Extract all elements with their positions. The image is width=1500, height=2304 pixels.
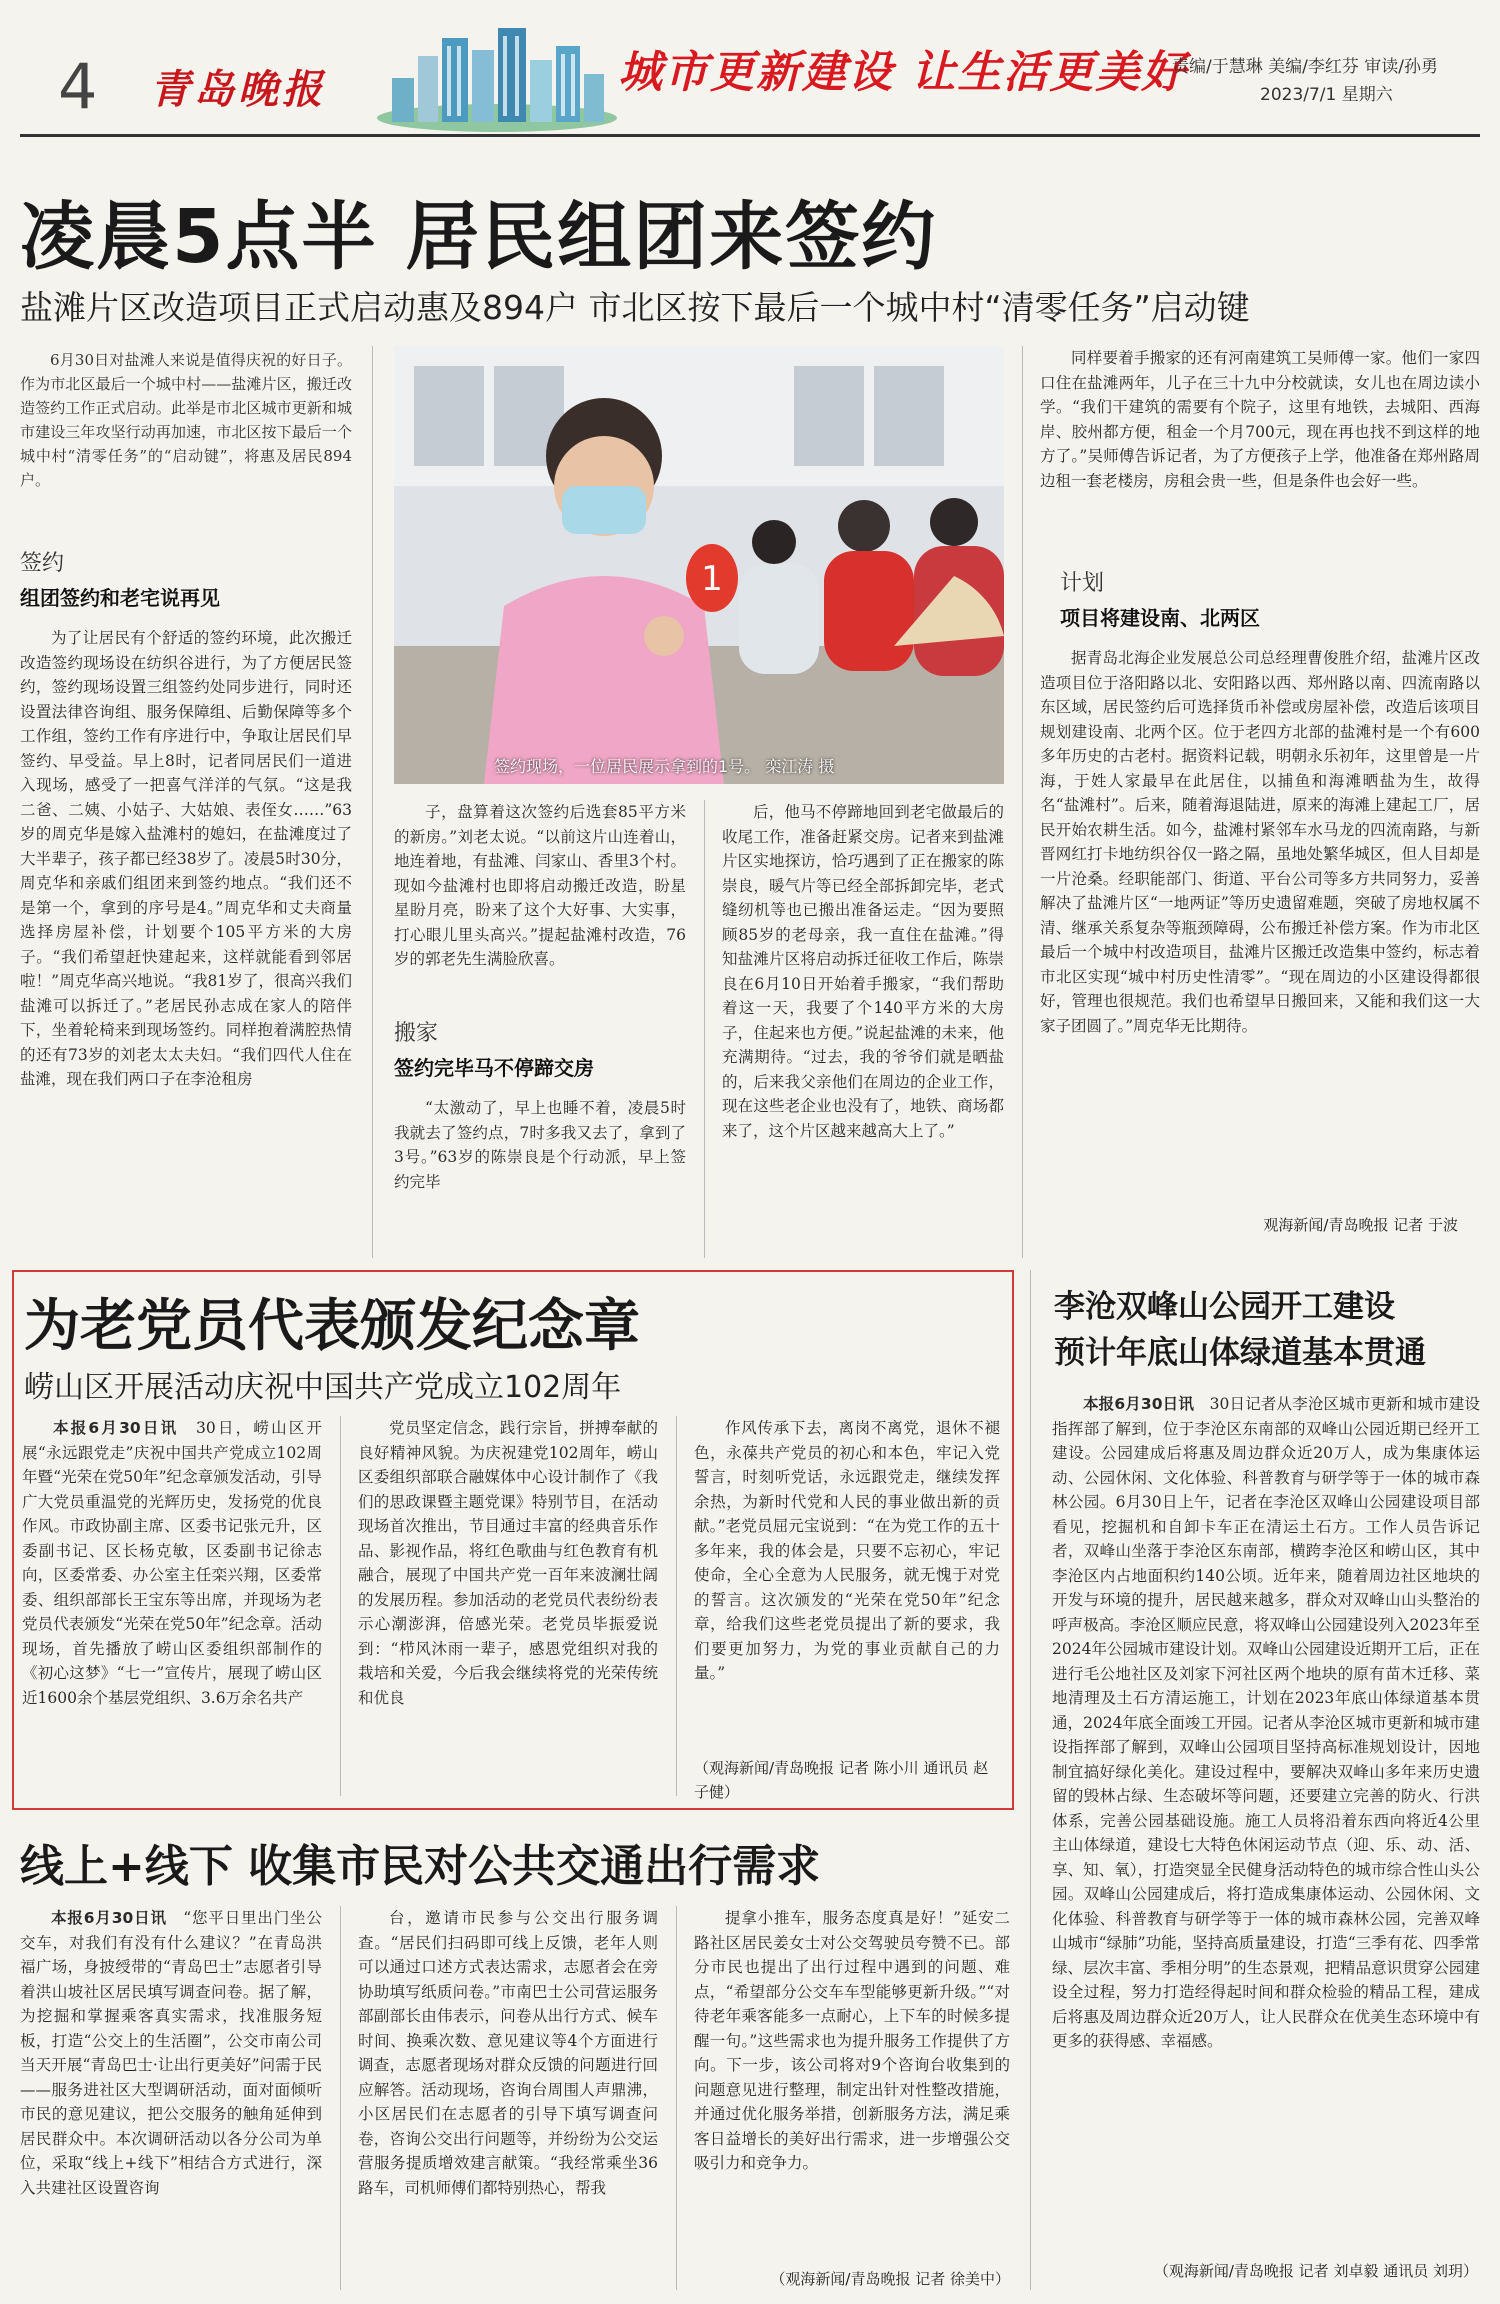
photo-caption: 签约现场，一位居民展示拿到的1号。 栾江涛 摄 [494,757,835,776]
party-col3-text: 作风传承下去，离岗不离党，退休不褪色，永葆共产党员的初心和本色，牢记入党誓言，时刻听党话，永远跟党走，继续发挥余热，为新时代党和人民的事业做出新的贡献。”老党员屈元宝说到：“在为党工作的五十多年来，我的体会是，只要不忘初心，牢记使命，全心全意为人民服务，就无愧于对党的誓言。这次颁发的“光荣在党50年”纪念章，给我们这些老党员提出了新的要求，我们要更加努力，为党的事业贡献自己的力量。” [694,1419,1000,1682]
bus-col1-text [20,1906,322,2200]
bus-column-2 [358,1906,658,2294]
party-col2-text: 党员坚定信念，践行宗旨，拼搏奉献的良好精神风貌。为庆祝建党102周年，崂山区委组织部联合融媒体中心设计制作了《我们的思政课暨主题党课》特别节目，在活动现场首次推出，节目通过丰富的经典音乐作品、影视作品，将红色歌曲与红色教育有机融合，展现了中国共产党一百年来波澜壮阔的发展历程。参加活动的老党员代表纷纷表示心潮澎湃，倍感光荣。老党员毕振爱说到：“栉风沐雨一辈子，感恩党组织对我的栽培和关爱，今后我会继续将党的光荣传统和优良 [358,1419,658,1707]
party-column-1 [22,1416,322,1802]
park-headline-2: 预计年底山体绿道基本贯通 [1054,1335,1426,1371]
lead-subheadline: 盐滩片区改造项目正式启动惠及894户 市北区按下最后一个城中村“清零任务”启动键 [20,288,1250,327]
section-label-plan: 计划 [1060,571,1105,596]
lead-col2-text: 子，盘算着这次签约后选套85平方米的新房。”刘老太说。“以前这片山连着山，地连着地，有盐滩、闫家山、香里3个村。现如今盐滩村也即将启动搬迁改造，盼星星盼月亮，盼来了这个大好事、大实事，打心眼儿里头高兴。”提起盐滩村改造，76岁的郭老先生满脸欣喜。 [394,803,686,968]
lede-paragraph: 6月30日对盐滩人来说是值得庆祝的好日子。作为市北区最后一个城中村——盐滩片区，搬迁改造签约工作正式启动。此举是市北区城市更新和城市建设三年攻坚行动再加速，市北区按下最后一个城中村“清零任务”的“启动键”，将惠及居民894户。 [20,351,352,489]
bus-byline: （观海新闻/青岛晚报 记者 徐美中） [770,2270,1010,2288]
bus-col3-text: 提拿小推车，服务态度真是好！”延安二路社区居民姜女士对公交驾驶员夸赞不已。部分市民也提出了出行过程中遇到的问题、难点，“希望部分公交车车型能够更新升级。”“对待老年乘客能多一点耐心，上下车的时候多提醒一句。”这些需求也为提升服务工作提供了方向。下一步，该公司将对9个咨询台收集到的问题意见进行整理，制定出针对性整改措施，并通过优化服务举措，创新服务方法，满足乘客日益增长的美好出行需求，进一步增强公交吸引力和竞争力。 [694,1909,1010,2172]
bus-column-1 [20,1906,322,2294]
column-divider [676,1906,677,2290]
park-body: 30日记者从李沧区城市更新和城市建设指挥部了解到，位于李沧区东南部的双峰山公园近期已经开工建设。公园建成后将惠及周边群众近20万人，成为集康体运动、公园休闲、文化体验、科普教育与研学等于一体的城市森林公园。6月30日上午，记者在李沧区双峰山公园建设项目部看见，挖掘机和自卸卡车正在清运土石方。工作人员告诉记者，双峰山坐落于李沧区东南部，横跨李沧区和崂山区，其中李沧区内占地面积约140公顷。近年来，随着周边社区地块的开发与环境的提升，居民越来越多，群众对双峰山山头整治的呼声极高。李沧区顺应民意，将双峰山公园建设列入2023年至2024年公园城市建设计划。双峰山公园建设近期开工后，正在进行毛公地社区及刘家下河社区两个地块的原有苗木迁移、菜地清理及土石方清运施工，计划在2023年底山体绿道基本贯通，2024年底全面竣工开园。记者从李沧区城市更新和城市建设指挥部了解到，双峰山公园项目坚持高标准规划设计，因地制宜搞好绿化美化。建设过程中，要解决双峰山多年来历史遗留的毁林占绿、生态破坏等问题，还要建立完善的防火、行洪体系，完善公园基础设施。施工人员将沿着东西向将近4公里主山体绿道，建设七大特色休闲运动节点（迎、乐、动、活、享、知、氧），打造突显全民健身活动特色的城市综合性山头公园。双峰山公园建成后，将打造成集康体运动、公园休闲、文化体验、科普教育与研学等于一体的城市森林公园，完善双峰山城市“绿肺”功能，坚持高质量建设，打造“三季有花、四季常绿、层次丰富、季相分明”的生态景观，把精品意识贯穿公园建设全过程，努力打造经得起时间和群众检验的精品工程，建成后将惠及周边群众近20万人，让人民群众在优美生态环境中有更多的获得感、幸福感。 [1052,1395,1480,2050]
column-divider [372,346,373,1258]
newspaper-name: 青岛晚报 [150,66,326,113]
signing-scene-image [394,346,1004,784]
lead-lede [20,348,352,536]
lead-column-3 [722,800,1004,1240]
bus-col2-text: 台，邀请市民参与公交出行服务调查。“居民们扫码即可线上反馈，老年人则可以通过口述方式表达需求，志愿者会在旁协助填写纸质问卷。”市南巴士公司营运服务部副部长由伟表示，问卷从出行方式、候车时间、换乘次数、意见建议等4个方面进行调查，志愿者现场对群众反馈的问题进行回应解答。活动现场，咨询台周围人声鼎沸，小区居民们在志愿者的引导下填写调查问卷，咨询公交出行问题等，并纷纷为公交运营服务提质增效建言献策。“我经常乘坐36路车，司机师傅们都特别热心，帮我 [358,1909,658,2197]
party-headline: 为老党员代表颁发纪念章 [24,1294,640,1359]
bus-dateline: 本报6月30日讯 [51,1909,167,1927]
lead-col4-text: 同样要着手搬家的还有河南建筑工吴师傅一家。他们一家四口住在盐滩两年，儿子在三十九中分校就读，女儿也在周边读小学。“我们干建筑的需要有个院子，这里有地铁，去城阳、西海岸、胶州都方便，租金一个月700元，现在再也找不到这样的地方了。”吴师傅告诉记者，为了方便孩子上学，他准备在郑州路周边租一套老楼房，房租会贵一些，但是条件也会好一些。 [1040,349,1480,490]
masthead-rule [20,134,1480,137]
lead-column-4 [1040,346,1480,546]
city-skyline-icon [372,20,622,132]
svg-text:1: 1 [701,559,723,599]
party-byline: （观海新闻/青岛晚报 记者 陈小川 通讯员 赵子健） [694,1759,989,1801]
editor-credits: 责编/于慧琳 美编/李红芬 审读/孙勇 [1172,57,1438,77]
column-divider [704,800,705,1258]
park-dateline: 本报6月30日讯 [1083,1395,1194,1413]
lead-col3-text: 后，他马不停蹄地回到老宅做最后的收尾工作，准备赶紧交房。记者来到盐滩片区实地探访，恰巧遇到了正在搬家的陈崇良，暖气片等已经全部拆卸完毕，老式缝纫机等也已搬出准备运走。“因为要照顾85岁的老母亲，我一直住在盐滩。”得知盐滩片区将启动拆迁征收工作后，陈崇良在6月10日开始着手搬家，“我们帮助着这一天，我要了个140平方米的大房子，住起来也方便。”说起盐滩的未来，他充满期待。“过去，我的爷爷们就是晒盐的，后来我父亲他们在周边的企业工作，现在这些老企业也没有了，地铁、商场都来了，这个片区越来越高大上了。” [722,803,1004,1140]
party-subheadline: 崂山区开展活动庆祝中国共产党成立102周年 [24,1370,622,1405]
party-col1-text [22,1416,322,1710]
section-title-plan: 项目将建设南、北两区 [1060,606,1260,630]
lead-photo [394,346,1004,784]
lead-headline: 凌晨5点半 居民组团来签约 [20,194,938,280]
party-column-3 [694,1416,1000,1746]
column-divider [340,1416,341,1796]
party-col1-body: 30日，崂山区开展“永远跟党走”庆祝中国共产党成立102周年暨“光荣在党50年”纪念章颁发活动，引导广大党员重温党的光辉历史，发扬党的优良作风。市政协副主席、区委书记张元升，区委副书记、区长杨克敏，区委副书记徐志向，区委常委、办公室主任栾兴翔，区委常委、组织部部长王宝东等出席，并现场为老党员代表颁发“光荣在党50年”纪念章。活动现场，首先播放了崂山区委组织部制作的《初心这梦》“七一”宣传片，展现了崂山区近1600余个基层党组织、3.6万余名共产 [22,1419,322,1707]
section-label-moving: 搬家 [394,1021,439,1046]
bus-column-3 [694,1906,1010,2266]
park-column [1052,1392,1480,2232]
lead-column-2 [394,800,686,996]
lead-col2b-text: “太激动了，早上也睡不着，凌晨5时我就去了签约点，7时多我又去了，拿到了3号。”63岁的陈崇良是个行动派，早上签约完毕 [394,1099,686,1191]
lead-column-1 [20,626,352,1258]
lead-column-4b [1040,646,1480,1206]
lead-byline: 观海新闻/青岛晚报 记者 于波 [1263,1216,1458,1234]
bus-col1-body: “您平日里出门坐公交车，对我们有没有什么建议？”在青岛洪福广场，身披绶带的“青岛巴士”志愿者引导着洪山坡社区居民填写调查问卷。据了解，为挖掘和掌握乘客真实需求，找准服务短板，打造“公交上的生活圈”，公交市南公司当天开展“青岛巴士·让出行更美好”问需于民——服务进社区大型调研活动，面对面倾听市民的意见建议，把公交服务的触角延伸到居民群众中。本次调研活动以各分公司为单位，采取“线上+线下”相结合方式进行，深入共建社区设置咨询 [20,1909,322,2197]
lead-column-2b [394,1096,686,1244]
bus-headline: 线上+线下 收集市民对公共交通出行需求 [20,1841,821,1892]
section-title-signing: 组团签约和老宅说再见 [20,586,220,610]
park-text [1052,1392,1480,2054]
page-number: 4 [58,50,98,123]
column-divider [1022,346,1023,1258]
park-byline: （观海新闻/青岛晚报 记者 刘卓毅 通讯员 刘玥） [1153,2262,1478,2280]
column-divider [340,1906,341,2290]
park-headline-1: 李沧双峰山公园开工建设 [1054,1289,1395,1325]
party-dateline: 本报6月30日讯 [53,1419,179,1437]
lead-col1-text: 为了让居民有个舒适的签约环境，此次搬迁改造签约现场设在纺织谷进行，为了方便居民签约，签约现场设置三组签约处同步进行，同时还设置法律咨询组、服务保障组、后勤保障等多个工作组，签约工作有序进行中，争取让居民们早签约、早受益。早上8时，记者同居民们一道进入现场，感受了一把喜气洋洋的气氛。“这是我二爸、二姨、小姑子、大姑娘、表侄女……”63岁的周克华是嫁入盐滩村的媳妇，在盐滩度过了大半辈子，孩子都已经38岁了。凌晨5时30分，周克华和亲戚们组团来到签约地点。“我们还不是第一个，拿到的序号是4。”周克华和丈夫商量选择房屋补偿，计划要个105平方米的大房子。“我们希望赶快建起来，这样就能看到邻居啦！”周克华高兴地说。“我81岁了，很高兴我们盐滩可以拆迁了。”老居民孙志成在家人的陪伴下，坐着轮椅来到现场签约。同样抱着满腔热情的还有73岁的刘老太太夫妇。“我们四代人住在盐滩，现在我们两口子在李沧租房 [20,629,352,1088]
section-title-moving: 签约完毕马不停蹄交房 [394,1056,594,1080]
column-divider [676,1416,677,1796]
section-slogan: 城市更新建设 让生活更美好 [618,47,1188,98]
lead-col4b-text: 据青岛北海企业发展总公司总经理曹俊胜介绍，盐滩片区改造项目位于洛阳路以北、安阳路以西、郑州路以南、四流南路以东区域，居民签约后可选择货币补偿或房屋补偿，改造后该项目规划建设南、北两个区。位于老四方北部的盐滩村是一个有600多年历史的古老村。据资料记载，明朝永乐初年，这里曾是一片海，于姓人家最早在此居住，以捕鱼和海滩晒盐为生，故得名“盐滩村”。后来，随着海退陆进，原来的海滩上建起工厂，居民开始农耕生活。如今，盐滩村紧邻车水马龙的四流南路，与新晋网红打卡地纺织谷仅一路之隔，虽地处繁华城区，但人目却是一片沧桑。经职能部门、街道、平台公司等多方共同努力，妥善解决了盐滩片区“一地两证”等历史遗留难题，突破了房地权属不清、继承关系复杂等瓶颈障碍，公布搬迁补偿方案。作为市北区最后一个城中村改造项目，盐滩片区搬迁改造集中签约，标志着市北区实现“城中村历史性清零”。“现在周边的小区建设得都很好，管理也很规范。我们也希望早日搬回来，又能和我们这一大家子团圆了。”周克华无比期待。 [1040,649,1480,1035]
issue-date: 2023/7/1 星期六 [1260,85,1393,105]
column-divider [1030,1270,1031,2290]
party-column-2 [358,1416,658,1802]
section-label-signing: 签约 [20,551,65,576]
